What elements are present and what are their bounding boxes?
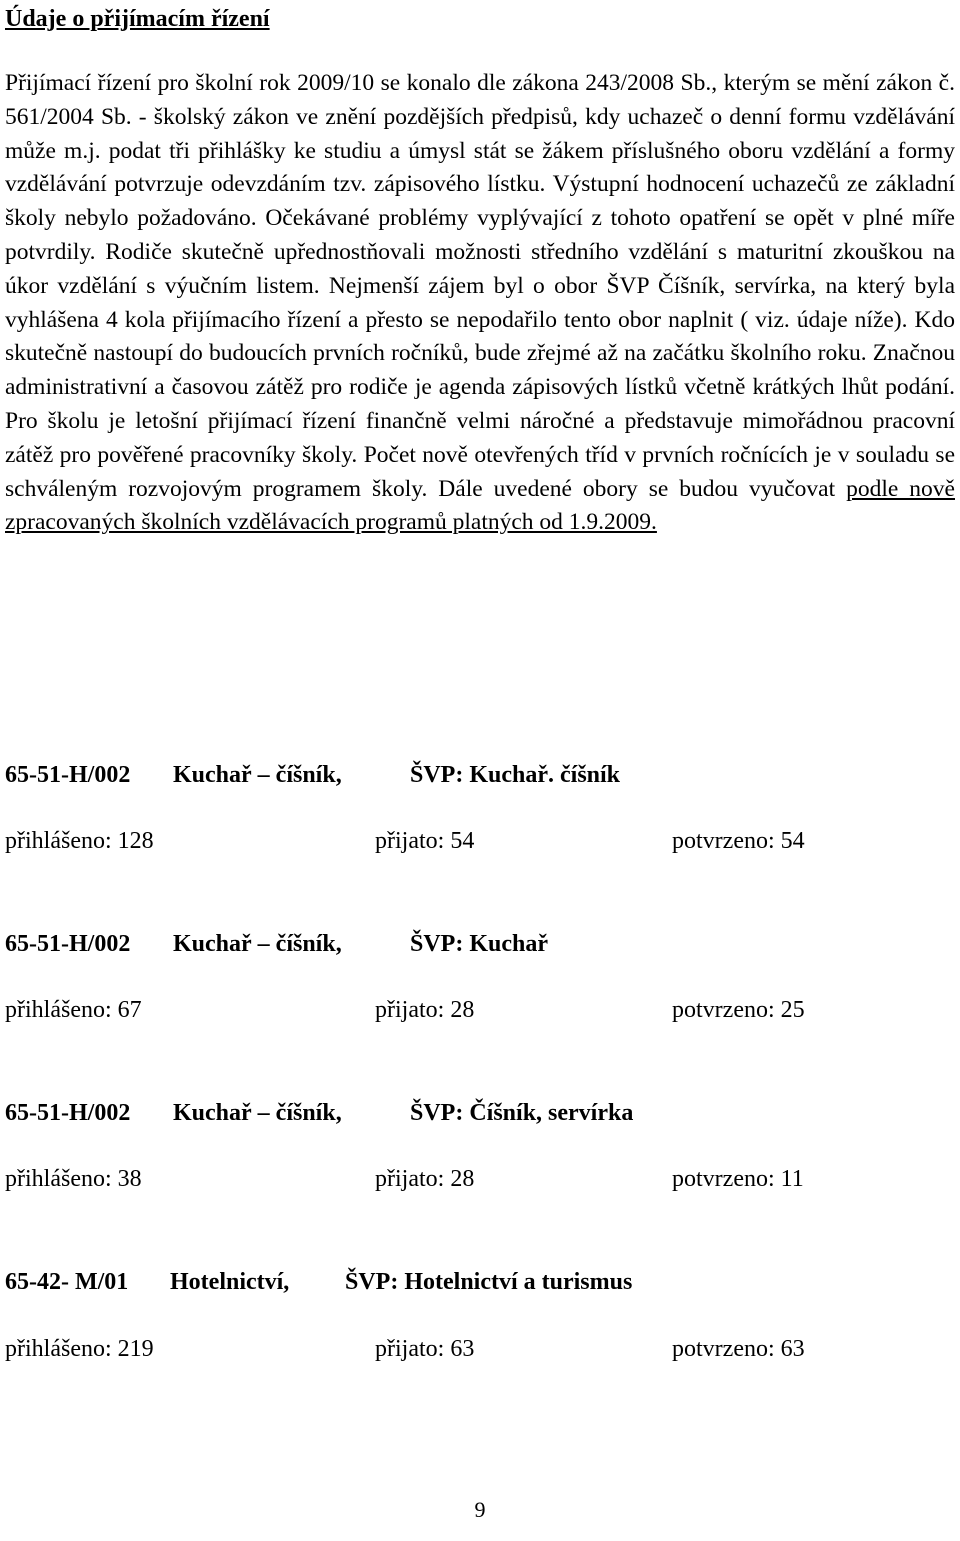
- program-svp: ŠVP: Hotelnictví a turismus: [345, 1269, 633, 1295]
- stat-prijato: přijato: 28: [375, 1166, 475, 1192]
- stat-prijato: přijato: 28: [375, 997, 475, 1023]
- stat-prihlaseno: přihlášeno: 219: [5, 1336, 154, 1362]
- program-code: 65-51-H/002: [5, 1100, 131, 1126]
- program-svp: ŠVP: Kuchař. číšník: [410, 762, 621, 788]
- intro-paragraph: [5, 67, 955, 540]
- section-heading: Údaje o přijímacím řízení: [5, 6, 270, 32]
- stat-prijato: přijato: 63: [375, 1336, 475, 1362]
- program-name: Kuchař – číšník,: [173, 931, 342, 957]
- stat-potvrzeno: potvrzeno: 11: [672, 1166, 804, 1192]
- program-name: Hotelnictví,: [170, 1269, 290, 1295]
- program-code: 65-51-H/002: [5, 931, 131, 957]
- program-svp: ŠVP: Kuchař: [410, 931, 548, 957]
- program-name: Kuchař – číšník,: [173, 762, 342, 788]
- stat-prihlaseno: přihlášeno: 67: [5, 997, 142, 1023]
- page-number: 9: [474, 1497, 486, 1522]
- program-code: 65-51-H/002: [5, 762, 131, 788]
- stat-prijato: přijato: 54: [375, 828, 475, 854]
- stat-potvrzeno: potvrzeno: 54: [672, 828, 805, 854]
- paragraph-underlined-text: podle nově zpracovaných školních vzdělávacích programů platných od 1.9.2009.: [5, 475, 955, 536]
- program-code: 65-42- M/01: [5, 1269, 129, 1295]
- stat-prihlaseno: přihlášeno: 128: [5, 828, 154, 854]
- paragraph-text: Přijímací řízení pro školní rok 2009/10 se konalo dle zákona 243/2008 Sb., kterým se mění zákon č. 561/2004 Sb. - školský zákon ve znění pozdějších předpisů, kdy uchazeč o denní formu vzdělávání může m.j. podat tři přihlášky ke studiu a úmysl stát se žákem příslušného oboru vzdělání a formy vzdělávání potvrzuje odevzdáním tzv. zápisového lístku. Výstupní hodnocení uchazečů ze základní školy nebylo požadováno. Očekávané problémy vyplývající z tohoto opatření se opět v plné míře potvrdily. Rodiče skutečně upřednostňovali možnosti středního vzdělání s maturitní zkouškou na úkor vzdělání s výučním listem. Nejmenší zájem byl o obor ŠVP Číšník, servírka, na který byla vyhlášena 4 kola přijímacího řízení a přesto se nepodařilo tento obor naplnit ( viz. údaje níže). Kdo skutečně nastoupí do budoucích prvních ročníků, bude zřejmé až na začátku školního roku. Značnou administrativní a časovou zátěž pro rodiče je agenda zápisových lístků včetně krátkých lhůt podání. Pro školu je letošní přijímací řízení finančně velmi náročné a představuje mimořádnou pracovní zátěž pro pověřené pracovníky školy. Počet nově otevřených tříd v prvních ročnících je v souladu se schváleným rozvojovým programem školy. Dále uvedené obory se budou vyučovat: [5, 70, 955, 502]
- program-name: Kuchař – číšník,: [173, 1100, 342, 1126]
- stat-potvrzeno: potvrzeno: 63: [672, 1336, 805, 1362]
- program-svp: ŠVP: Číšník, servírka: [410, 1100, 634, 1126]
- stat-potvrzeno: potvrzeno: 25: [672, 997, 805, 1023]
- stat-prihlaseno: přihlášeno: 38: [5, 1166, 142, 1192]
